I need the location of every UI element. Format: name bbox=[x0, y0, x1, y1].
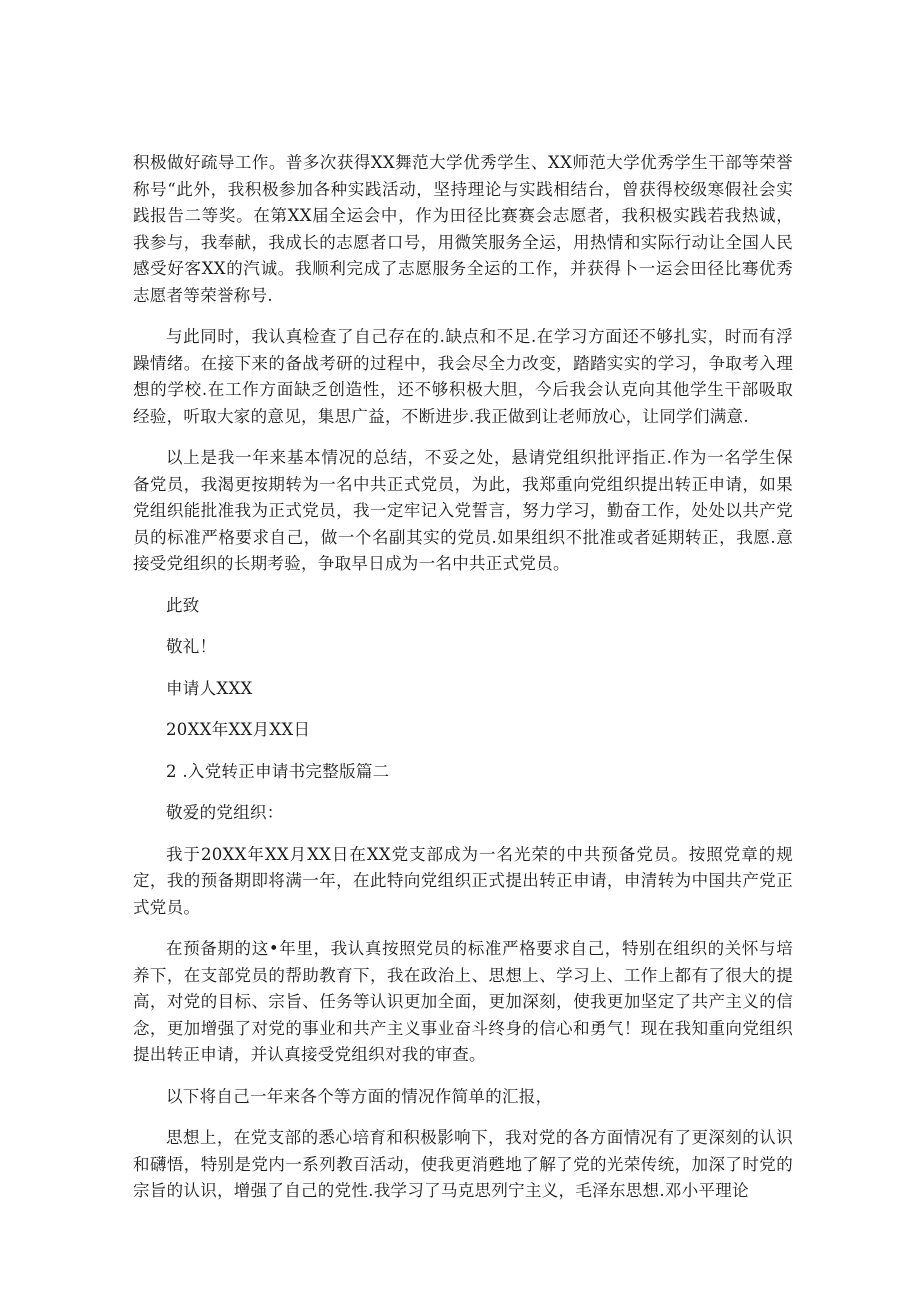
paragraph-shortcomings: 与此同时，我认真检查了自己存在的.缺点和不足.在学习方面还不够扎实，时而有浮躁情绪。在接下来的备战考研的过程中，我会尽全力改变，踏踏实实的学习，争取考入理想的学校.在工作方面缺乏创造性，还不够积极大胆，今后我会认克向其他学生干部吸取经验，听取大家的意见，集思广益，不断进步.我正做到让老师放心，让同学们满意. bbox=[133, 327, 793, 426]
date-line: 20XX年XX月XX日 bbox=[166, 720, 311, 739]
greeting-line: 敬爱的党组织： bbox=[166, 803, 284, 822]
paragraph-honors: 积极做好疏导工作。普多次获得XX舞范大学优秀学生、XX师范大学优秀学生干部等荣誉称号“此外，我积极参加各种实践活动，坚持理论与实践相结台，曾获得校级寒假社会实践报告二等奖。在第XX届全运会中，作为田径比赛赛会志愿者，我积极实践若我热诚，我参与，我奉献，我成长的志愿者口号，用微笑服务全运，用热情和实际行动让全国人民感受好客XX的汽诚。我顺利完成了志愿服务全运的工作，并获得卜一运会田径比骞优秀志愿者等荣誉称号. bbox=[133, 153, 793, 305]
paragraph-probation: 在预备期的这•年里，我认真按照党员的标准严格要求自己，特别在组织的关怀与培养下，在支部党员的帮助教育下，我在政治上、思想上、学习上、工作上都有了很大的提高，对党的目标、宗旨、任务等认识更加全面，更加深刻，使我更加坚定了共产主义的信念，更加增强了对党的事业和共产主义事业奋斗终身的信心和勇气！现在我知重向党组织提出转正申请，并认真接受党组织对我的审查。 bbox=[133, 939, 793, 1064]
document-body bbox=[133, 150, 793, 1220]
applicant-line: 申请人XXX bbox=[166, 678, 253, 698]
paragraph-report-intro: 以下将自己一年来各个等方面的情况作简单的汇报， bbox=[166, 1086, 553, 1106]
closing-line: 此致 bbox=[166, 595, 200, 615]
section-heading: 2 .入党转正申请书完整版篇二 bbox=[166, 761, 390, 781]
paragraph-intro: 我于20XX年XX月XX日在XX党支部成为一名光荣的中共预备党员。按照党章的规定，我的预备期即将满一年，在此特向党组织正式提出转正申请，申清转为中国共产党正式党员。 bbox=[133, 844, 793, 917]
paragraph-ideology: 思想上，在党支部的悉心培育和积极影响下，我对党的各方面情况有了更深刻的认识和礴悟，特别是党内一系列教百活动，使我更消甦地了解了党的光荣传统，加深了时党的宗旨的认识，增强了自己的党性.我学习了马克思列宁主义，毛泽东思想.邓小平理论 bbox=[133, 1128, 793, 1200]
paragraph-summary: 以上是我一年来基本情况的总结，不妥之处，悬请党组织批评指正.作为一名学生保备党员，我渴更按期转为一名中共正式党员，为此，我郑重向党组织提出转正申请，如果党组织能批准我为正式党员，我一定牢记入党誓言，努力学习，勤奋工作，处处以共产党员的标准严格要求自己，做一个名副其实的党员.如果组织不批准或者延期转正，我愿.意接受党组织的长期考验，争取早日成为一名中共正式党员。 bbox=[133, 448, 793, 573]
salute-line: 敬礼！ bbox=[166, 637, 217, 656]
